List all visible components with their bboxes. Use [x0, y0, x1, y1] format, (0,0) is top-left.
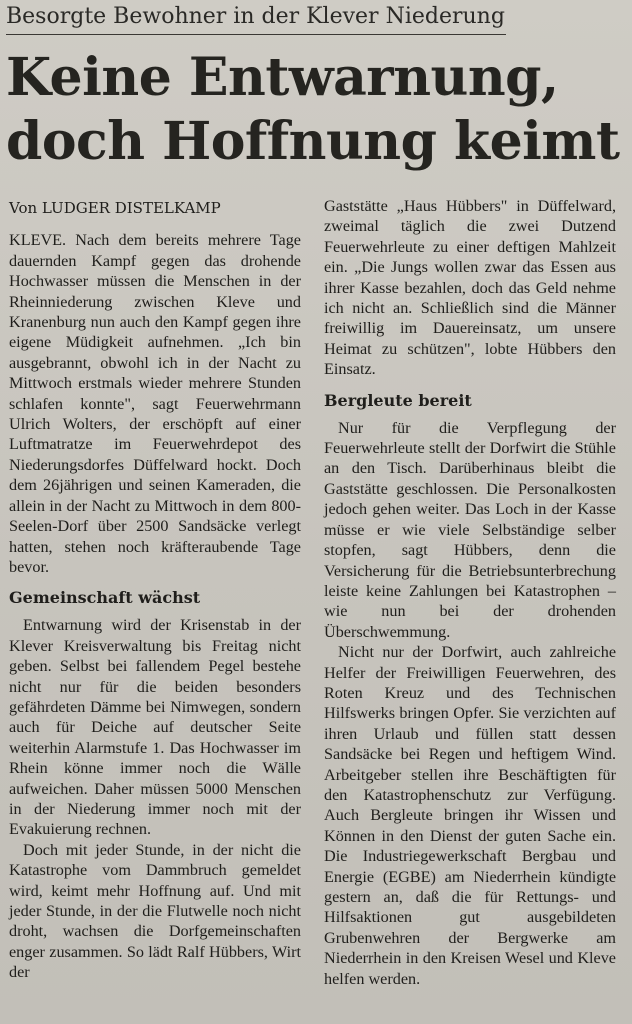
article-headline	[6, 46, 626, 174]
byline: Von LUDGER DISTELKAMP	[9, 199, 221, 217]
paragraph: Entwarnung wird der Krisenstab in der Klever Kreisverwaltung bis Freitag nicht geben. Selbst bei fallendem Pegel bestehe nicht nur für die beiden besonders gefährdeten Dämme bei Nimwegen, sondern auch für Deiche auf deutscher Seite weiterhin Alarmstufe 1. Das Hochwasser im Rhein könne immer noch die Wälle aufweichen. Daher müssen 5000 Menschen in der Niederung immer noch mit der Evakuierung rechnen.	[9, 616, 301, 839]
subheading: Bergleute bereit	[324, 390, 472, 410]
headline-line-1: Keine Entwarnung,	[6, 47, 559, 108]
left-column	[9, 196, 301, 983]
dateline: KLEVE.	[9, 231, 67, 250]
paragraph: Nur für die Verpflegung der Feuerwehrleute stellt der Dorfwirt die Stühle an den Tisch. Darüberhinaus bleibt die Gaststätte geschlossen. Die Personalkosten jedoch gehen weiter. Das Loch in der Kasse müsse er wie viele Selbständige selber stopfen, sagt Hübbers, denn die Versicherung für die Betriebsunterbrechung leiste keine Zahlungen bei Katastrophen – wie nun bei der drohenden Überschwemmung.	[324, 418, 616, 641]
article-kicker: Besorgte Bewohner in der Klever Niederung	[6, 0, 506, 35]
paragraph: Nicht nur der Dorfwirt, auch zahlreiche Helfer der Freiwilligen Feuerwehren, des Roten Kreuz und des Technischen Hilfswerks bringen Opfer. Sie verzichten auf ihren Urlaub und füllen statt dessen Sandsäcke bei Regen und heftigem Wind. Arbeitgeber stellen ihre Beschäftigten für den Katastrophenschutz zur Verfügung. Auch Bergleute bringen ihr Wissen und Können in den Dienst der guten Sache ein. Die Industriegewerkschaft Bergbau und Energie (EGBE) am Niederrhein kündigte gestern an, daß die für Rettungs- und Hilfsaktionen gut ausgebildeten Grubenwehren der Bergwerke am Niederrhein in den Kreisen Wesel und Kleve helfen werden.	[324, 643, 616, 988]
column-gutter	[313, 200, 314, 1010]
paragraph: Doch mit jeder Stunde, in der nicht die Katastrophe vom Dammbruch gemeldet wird, keimt mehr Hoffnung auf. Und mit jeder Stunde, in der die Flutwelle noch nicht droht, wachsen die Dorfgemeinschaften enger zusammen. So lädt Ralf Hübbers, Wirt der	[9, 840, 301, 982]
right-column	[324, 196, 616, 989]
subheading: Gemeinschaft wächst	[9, 588, 201, 608]
headline-line-2: doch Hoffnung keimt	[6, 111, 620, 172]
paragraph: Gaststätte „Haus Hübbers" in Düffelward, zweimal täglich die zwei Dutzend Feuerwehrleute zu einer deftigen Mahlzeit ein. „Die Jungs wollen zwar das Essen aus ihrer Kasse bezahlen, doch das Geld nehme ich nicht an. Schließlich sind die Männer freiwillig im Dauereinsatz, um unsere Heimat zu schützen", lobte Hübbers den Einsatz.	[324, 197, 616, 379]
paragraph-text: Nach dem bereits mehrere Tage dauernden Kampf gegen das drohende Hochwasser müssen die Menschen in der Rheinniederung zwischen Kleve und Kranenburg nun auch den Kampf gegen ihre eigene Müdigkeit aufnehmen. „Ich bin ausgebrannt, obwohl ich in der Nacht zu Mittwoch erstmals wieder mehrere Stunden schlafen konnte", sagt Feuerwehrmann Ulrich Wolters, der erschöpft auf einer Luftmatratze im Feuerwehrdepot des Niederungsdorfes Düffelward hockt. Doch dem 26jährigen und seinen Kameraden, die allein in der Nacht zu Mittwoch in dem 800-Seelen-Dorf über 2500 Sandsäcke verlegt hatten, stehen noch kräfteraubende Tage bevor.	[9, 231, 301, 576]
paragraph	[9, 230, 301, 577]
